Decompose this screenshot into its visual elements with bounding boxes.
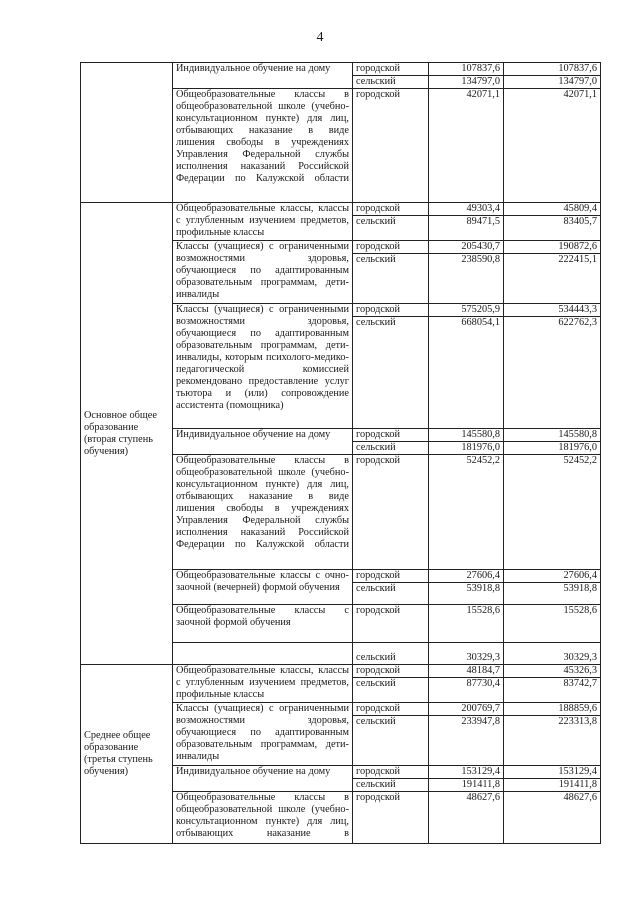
- value-cell: 27606,4: [504, 570, 601, 583]
- area-cell: сельский: [353, 216, 429, 241]
- value-cell: 622762,3: [504, 317, 601, 429]
- program-cell: Общеобразовательные классы с очно-заочной (вечерней) формой обучения: [173, 570, 353, 605]
- value-cell: 181976,0: [504, 442, 601, 455]
- value-cell: 181976,0: [429, 442, 504, 455]
- area-cell: городской: [353, 63, 429, 76]
- program-cell: Индивидуальное обучение на дому: [173, 63, 353, 89]
- area-cell: сельский: [353, 678, 429, 703]
- value-cell: 153129,4: [429, 766, 504, 779]
- value-cell: 52452,2: [429, 455, 504, 570]
- value-cell: 48184,7: [429, 665, 504, 678]
- value-cell: 145580,8: [504, 429, 601, 442]
- area-cell: городской: [353, 89, 429, 203]
- value-cell: 107837,6: [504, 63, 601, 76]
- value-cell: 53918,8: [504, 583, 601, 605]
- program-cell: Классы (учащиеся) с ограниченными возможностями здоровья, обучающиеся по адаптированным образовательным программам, дети-инвалиды: [173, 241, 353, 304]
- value-cell: 223313,8: [504, 716, 601, 766]
- area-cell: городской: [353, 455, 429, 570]
- value-cell: 30329,3: [429, 643, 504, 665]
- value-cell: 153129,4: [504, 766, 601, 779]
- area-cell: сельский: [353, 442, 429, 455]
- area-cell: городской: [353, 429, 429, 442]
- value-cell: 134797,0: [429, 76, 504, 89]
- area-cell: сельский: [353, 254, 429, 304]
- value-cell: 233947,8: [429, 716, 504, 766]
- area-cell: городской: [353, 570, 429, 583]
- value-cell: 200769,7: [429, 703, 504, 716]
- value-cell: 42071,1: [504, 89, 601, 203]
- level-cell: Основное общее образование (вторая ступень обучения): [81, 203, 173, 665]
- value-cell: 15528,6: [429, 605, 504, 643]
- value-cell: 45326,3: [504, 665, 601, 678]
- value-cell: 52452,2: [504, 455, 601, 570]
- value-cell: 205430,7: [429, 241, 504, 254]
- value-cell: 134797,0: [504, 76, 601, 89]
- area-cell: сельский: [353, 583, 429, 605]
- value-cell: 87730,4: [429, 678, 504, 703]
- table-row: [81, 203, 601, 216]
- value-cell: 190872,6: [504, 241, 601, 254]
- value-cell: 45809,4: [504, 203, 601, 216]
- program-cell: Общеобразовательные классы, классы с углубленным изучением предметов, профильные классы: [173, 665, 353, 703]
- value-cell: 42071,1: [429, 89, 504, 203]
- value-cell: 49303,4: [429, 203, 504, 216]
- value-cell: 30329,3: [504, 643, 601, 665]
- program-cell: Индивидуальное обучение на дому: [173, 429, 353, 455]
- value-cell: 27606,4: [429, 570, 504, 583]
- area-cell: сельский: [353, 716, 429, 766]
- value-cell: 107837,6: [429, 63, 504, 76]
- value-cell: 48627,6: [504, 792, 601, 844]
- program-cell: Общеобразовательные классы в общеобразовательной школе (учебно-консультационном пункте) для лиц, отбывающих наказание в виде лишения свободы в учреждениях Управления Федеральной службы исполнения наказаний Российской Федерации по Калужской области: [173, 89, 353, 203]
- program-cell: Общеобразовательные классы, классы с углубленным изучением предметов, профильные классы: [173, 203, 353, 241]
- table-row: [81, 63, 601, 76]
- value-cell: 89471,5: [429, 216, 504, 241]
- area-cell: городской: [353, 792, 429, 844]
- program-cell: Индивидуальное обучение на дому: [173, 766, 353, 792]
- value-cell: 191411,8: [429, 779, 504, 792]
- area-cell: сельский: [353, 643, 429, 665]
- value-cell: 48627,6: [429, 792, 504, 844]
- value-cell: 15528,6: [504, 605, 601, 643]
- value-cell: 238590,8: [429, 254, 504, 304]
- area-cell: городской: [353, 304, 429, 317]
- value-cell: 188859,6: [504, 703, 601, 716]
- area-cell: городской: [353, 605, 429, 643]
- area-cell: городской: [353, 203, 429, 216]
- level-cell-continued: [81, 63, 173, 203]
- value-cell: 83742,7: [504, 678, 601, 703]
- area-cell: городской: [353, 703, 429, 716]
- program-cell: Общеобразовательные классы в общеобразовательной школе (учебно-консультационном пункте) для лиц, отбывающих наказание в: [173, 792, 353, 844]
- level-cell: Среднее общее образование (третья ступень обучения): [81, 665, 173, 844]
- value-cell: 191411,8: [504, 779, 601, 792]
- area-cell: сельский: [353, 317, 429, 429]
- area-cell: городской: [353, 766, 429, 779]
- area-cell: сельский: [353, 76, 429, 89]
- value-cell: 534443,3: [504, 304, 601, 317]
- budget-table: [80, 62, 601, 844]
- table-row: [81, 665, 601, 678]
- value-cell: 53918,8: [429, 583, 504, 605]
- value-cell: 575205,9: [429, 304, 504, 317]
- value-cell: 222415,1: [504, 254, 601, 304]
- page-number: 4: [316, 30, 324, 45]
- program-cell: Классы (учащиеся) с ограниченными возможностями здоровья, обучающиеся по адаптированным образовательным программам, дети-инвалиды: [173, 703, 353, 766]
- program-cell: Общеобразовательные классы с заочной формой обучения: [173, 605, 353, 643]
- value-cell: 668054,1: [429, 317, 504, 429]
- area-cell: городской: [353, 665, 429, 678]
- value-cell: 83405,7: [504, 216, 601, 241]
- program-cell-continued: [173, 643, 353, 665]
- value-cell: 145580,8: [429, 429, 504, 442]
- program-cell: Классы (учащиеся) с ограниченными возможностями здоровья, обучающиеся по адаптированным образовательным программам, дети-инвалиды, которым психолого-медико-педагогической комиссией рекомендовано предоставление услуг тьютора и (или) сопровождение ассистента (помощника): [173, 304, 353, 429]
- area-cell: сельский: [353, 779, 429, 792]
- area-cell: городской: [353, 241, 429, 254]
- program-cell: Общеобразовательные классы в общеобразовательной школе (учебно-консультационном пункте) для лиц, отбывающих наказание в виде лишения свободы в учреждениях Управления Федеральной службы исполнения наказаний Российской Федерации по Калужской области: [173, 455, 353, 570]
